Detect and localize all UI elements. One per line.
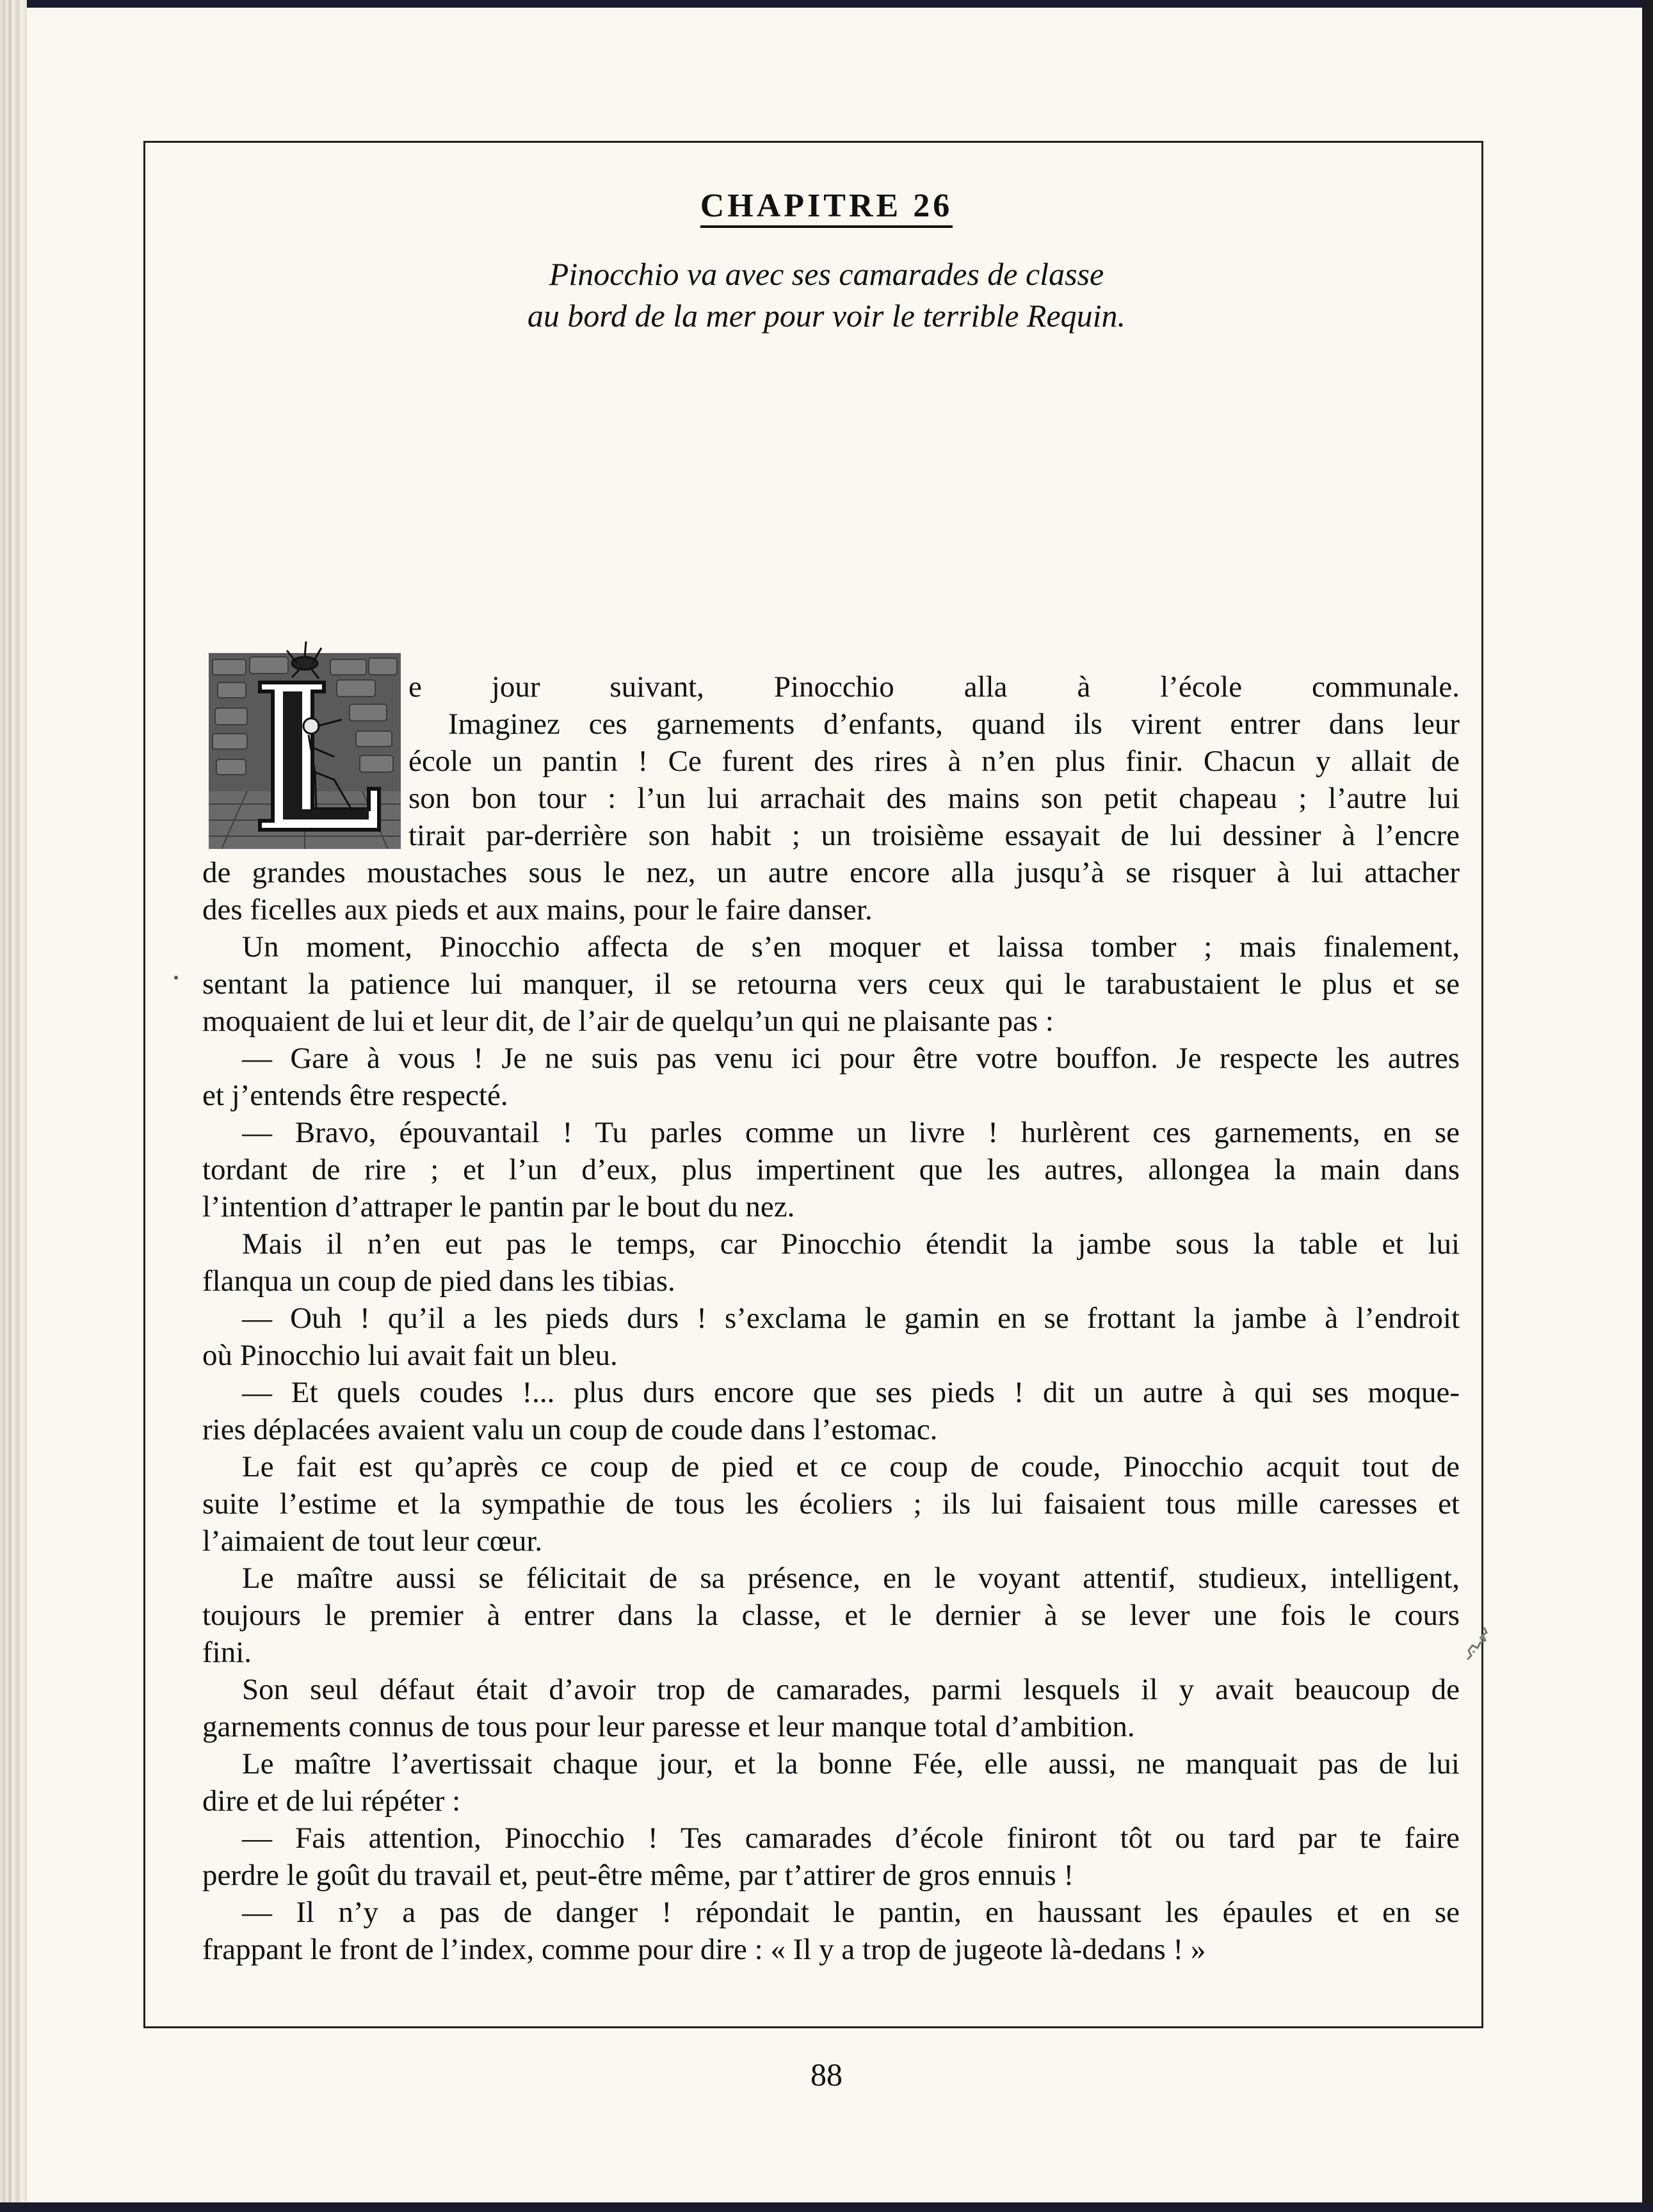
- chapter-title-text: CHAPITRE 26: [700, 188, 953, 228]
- text-line: de grandes moustaches sous le nez, un autre encore alla jusqu’à se risquer à lui attacher: [202, 856, 1460, 889]
- text-line: Un moment, Pinocchio affecta de s’en moquer et laissa tomber ; mais finalement,: [242, 930, 1460, 964]
- text-line: garnements connus de tous pour leur paresse et leur manque total d’ambition.: [202, 1710, 1135, 1743]
- text-line: l’intention d’attraper le pantin par le bout du nez.: [202, 1190, 795, 1223]
- text-line: dire et de lui répéter :: [202, 1784, 461, 1818]
- subtitle-line: au bord de la mer pour voir le terrible Requin.: [527, 298, 1126, 334]
- text-line: où Pinocchio lui avait fait un bleu.: [202, 1339, 618, 1372]
- text-line: — Ouh ! qu’il a les pieds durs ! s’exclama le gamin en se frottant la jambe à l’endroit: [242, 1302, 1460, 1335]
- text-line: frappant le front de l’index, comme pour dire : « Il y a trop de jugeote là-dedans ! »: [202, 1933, 1206, 1966]
- text-line: sentant la patience lui manquer, il se retourna vers ceux qui le tarabustaient le plus et se: [202, 967, 1460, 1001]
- scan-top-border: [0, 0, 1653, 8]
- text-line: moquaient de lui et leur dit, de l’air de quelqu’un qui ne plaisante pas :: [202, 1005, 1054, 1038]
- text-line: Le fait est qu’après ce coup de pied et ce coup de coude, Pinocchio acquit tout de: [242, 1450, 1460, 1483]
- text-line: perdre le goût du travail et, peut-être même, par t’attirer de gros ennuis !: [202, 1859, 1074, 1892]
- chapter-title: [0, 187, 1653, 225]
- page-number: 88: [810, 2056, 843, 2092]
- text-line: Le maître l’avertissait chaque jour, et la bonne Fée, elle aussi, ne manquait pas de lui: [242, 1747, 1460, 1780]
- text-line: Mais il n’en eut pas le temps, car Pinocchio étendit la jambe sous la table et lui: [242, 1227, 1460, 1261]
- chapter-body: [202, 668, 1460, 1968]
- text-line: l’aimaient de tout leur cœur.: [202, 1524, 543, 1558]
- subtitle-line: Pinocchio va avec ses camarades de classe: [549, 256, 1104, 292]
- text-line: — Bravo, épouvantail ! Tu parles comme un livre ! hurlèrent ces garnements, en se: [242, 1116, 1460, 1149]
- text-line: — Il n’y a pas de danger ! répondait le pantin, en haussant les épaules et en se: [242, 1896, 1460, 1929]
- ink-smudge-icon: [1465, 1626, 1490, 1665]
- text-line: Son seul défaut était d’avoir trop de camarades, parmi lesquels il y avait beaucoup de: [242, 1673, 1460, 1706]
- text-line: son bon tour : l’un lui arrachait des mains son petit chapeau ; l’autre lui: [408, 782, 1460, 815]
- text-line: Le maître aussi se félicitait de sa présence, en le voyant attentif, studieux, intelligent,: [242, 1562, 1460, 1595]
- scan-bottom-border: [0, 2202, 1653, 2212]
- text-line: — Gare à vous ! Je ne suis pas venu ici pour être votre bouffon. Je respecte les autres: [242, 1042, 1460, 1075]
- text-line: tordant de rire ; et l’un d’eux, plus impertinent que les autres, allongea la main dans: [202, 1153, 1460, 1186]
- chapter-subtitle: [0, 254, 1653, 337]
- text-line: — Fais attention, Pinocchio ! Tes camarades d’école finiront tôt ou tard par te faire: [242, 1821, 1460, 1855]
- text-line: toujours le premier à entrer dans la classe, et le dernier à se lever une fois le cours: [202, 1599, 1460, 1632]
- print-speck: [174, 976, 178, 980]
- text-line: fini.: [202, 1636, 252, 1669]
- text-line: e jour suivant, Pinocchio alla à l’école communale.: [408, 670, 1460, 704]
- text-line: des ficelles aux pieds et aux mains, pour le faire danser.: [202, 893, 873, 926]
- text-line: flanqua un coup de pied dans les tibias.: [202, 1264, 675, 1298]
- text-line: — Et quels coudes !... plus durs encore que ses pieds ! dit un autre à qui ses moque-: [242, 1376, 1460, 1409]
- text-line: suite l’estime et la sympathie de tous les écoliers ; ils lui faisaient tous mille caresses et: [202, 1487, 1460, 1521]
- text-line: et j’entends être respecté.: [202, 1079, 508, 1112]
- text-line: Imaginez ces garnements d’enfants, quand ils virent entrer dans leur: [448, 707, 1460, 741]
- text-line: tirait par-derrière son habit ; un troisième essayait de lui dessiner à l’encre: [408, 819, 1460, 852]
- text-line: école un pantin ! Ce furent des rires à n’en plus finir. Chacun y allait de: [408, 745, 1460, 778]
- text-line: ries déplacées avaient valu un coup de coude dans l’estomac.: [202, 1413, 938, 1446]
